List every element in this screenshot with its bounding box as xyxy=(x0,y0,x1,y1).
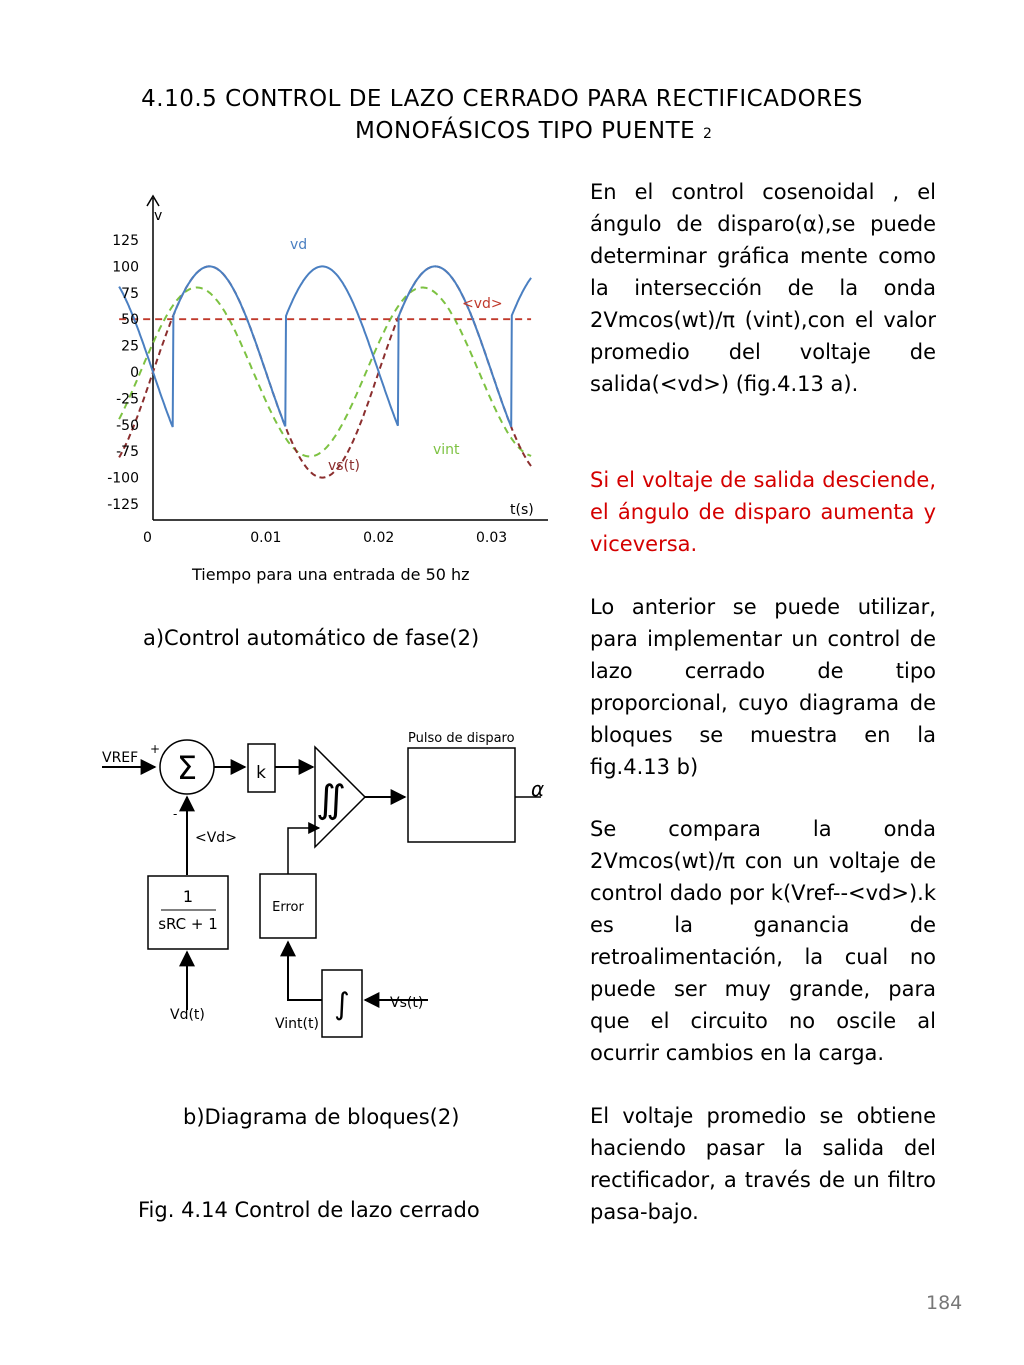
y-tick-label: 0 xyxy=(130,365,139,381)
label-vint: vint xyxy=(433,442,460,458)
section-title-line2-text: MONOFÁSICOS TIPO PUENTE xyxy=(355,118,696,144)
paragraph-1: En el control cosenoidal , el ángulo de disparo(α),se puede determinar gráfica mente como la intersección de la onda 2Vmcos(wt)/π (vint),con el valor promedio del voltaje de salida(<vd>) (fig.4.13 a). xyxy=(590,180,936,396)
vd-avg-label: <Vd> xyxy=(195,830,237,846)
double-integral-symbol: ∬ xyxy=(316,777,346,821)
y-tick-label: -125 xyxy=(107,497,139,513)
filter-numerator: 1 xyxy=(182,887,194,906)
series-vd xyxy=(119,266,531,427)
paragraph-3: Lo anterior se puede utilizar, para implementar un control de lazo cerrado de tipo proporcional, cuyo diagrama de bloques se muestra en la fig.4.13 b) xyxy=(590,595,936,779)
page-number: 184 xyxy=(926,1292,963,1314)
pulse-generator-block xyxy=(408,748,515,842)
figure-caption: Fig. 4.14 Control de lazo cerrado xyxy=(138,1198,480,1222)
block-diagram xyxy=(95,720,545,1050)
x-axis-label: t(s) xyxy=(510,502,534,518)
vd-t-label: Vd(t) xyxy=(170,1007,205,1023)
paragraph-4: Se compara la onda 2Vmcos(wt)/π con un voltaje de control dado por k(Vref--<vd>).k es la ganancia de retroalimentación, la cual no puede ser muy grande, para que el circuito no oscile al ocurrir cambios en la carga. xyxy=(590,817,936,1065)
caption-b: b)Diagrama de bloques(2) xyxy=(183,1105,460,1129)
section-title-ref: 2 xyxy=(703,126,713,142)
integrator-to-error-arrow xyxy=(288,942,322,1000)
y-tick-label: -50 xyxy=(116,417,139,434)
x-tick-label: 0.02 xyxy=(363,530,395,546)
caption-a: a)Control automático de fase(2) xyxy=(143,626,480,650)
waveform-chart xyxy=(95,190,555,550)
paragraph-5: El voltaje promedio se obtiene haciendo pasar la salida del rectificador, a través de un filtro pasa-bajo. xyxy=(590,1104,936,1224)
vref-label: VREF xyxy=(102,750,139,766)
y-tick-label: 125 xyxy=(112,233,139,249)
y-tick-label: -100 xyxy=(107,470,139,487)
y-tick-label: 50 xyxy=(121,312,139,329)
y-tick-label: -25 xyxy=(116,391,139,408)
vs-label: Vs(t) xyxy=(390,995,424,1011)
plus-sign: + xyxy=(150,742,161,756)
integral-symbol: ∫ xyxy=(334,987,350,1022)
error-label: Error xyxy=(272,900,304,915)
label-vs: vs(t) xyxy=(328,458,360,474)
x-tick-label: 0 xyxy=(143,530,152,546)
label-vd: vd xyxy=(290,237,308,253)
filter-denominator: sRC + 1 xyxy=(158,915,218,933)
alpha-symbol: α xyxy=(531,777,545,801)
y-tick-label: 25 xyxy=(121,338,139,355)
label-vd-avg: <vd> xyxy=(462,296,503,312)
x-axis-caption: Tiempo para una entrada de 50 hz xyxy=(192,565,470,584)
section-title-line1: 4.10.5 CONTROL DE LAZO CERRADO PARA RECTIFICADORES xyxy=(141,86,863,112)
vint-t-label: Vint(t) xyxy=(275,1016,319,1032)
gain-label: k xyxy=(256,763,266,783)
pulse-label: Pulso de disparo xyxy=(408,731,515,746)
y-tick-label: -75 xyxy=(116,444,139,461)
chart-labels xyxy=(107,208,534,546)
y-tick-label: 75 xyxy=(121,285,139,302)
y-axis-label: v xyxy=(154,208,163,224)
sum-symbol: Σ xyxy=(176,749,198,787)
minus-sign: - xyxy=(173,807,178,821)
paragraph-2-highlight: Si el voltaje de salida desciende, el ángulo de disparo aumenta y viceversa. xyxy=(590,468,936,556)
x-tick-label: 0.01 xyxy=(250,530,282,546)
y-tick-label: 100 xyxy=(112,259,139,276)
section-title-line2 xyxy=(355,118,712,144)
x-tick-label: 0.03 xyxy=(475,530,508,546)
